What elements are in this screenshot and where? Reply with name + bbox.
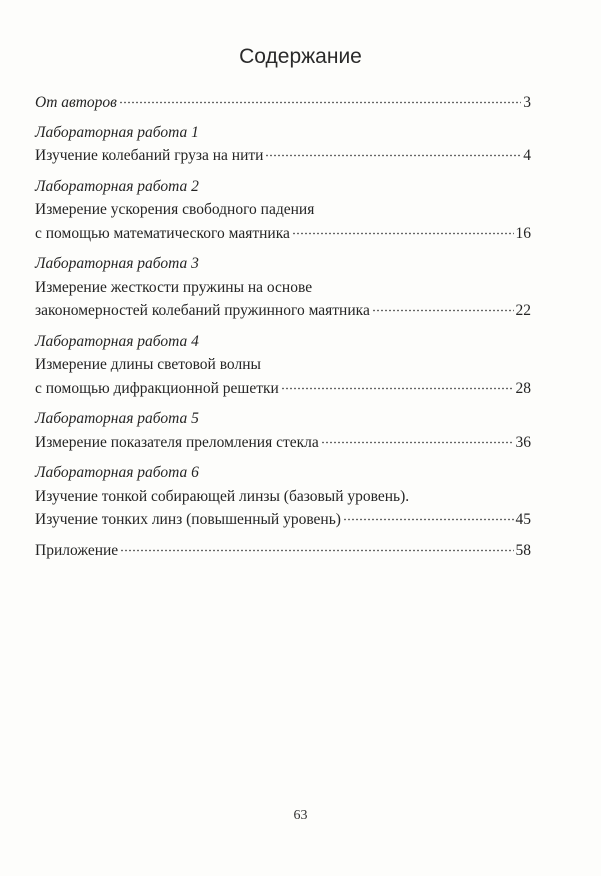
toc-entry-authors[interactable] — [35, 91, 531, 115]
toc-entry-lab2[interactable] — [35, 175, 531, 246]
toc-page-number: 58 — [515, 541, 531, 559]
toc-entry-lab1[interactable] — [35, 121, 531, 168]
toc-page-number: 16 — [515, 224, 531, 242]
toc-entry-heading: Лабораторная работа 5 — [35, 410, 199, 427]
toc-page-number: 45 — [515, 511, 531, 528]
toc-row-lab4 — [35, 377, 531, 401]
dot-leader — [292, 222, 514, 238]
toc-entry-title-line: Измерение жесткости пружины на основе — [35, 278, 313, 296]
toc-row-lab5 — [35, 431, 531, 455]
toc-entry-title: с помощью математического маятника — [35, 224, 290, 242]
dot-leader — [265, 145, 521, 161]
toc-row-lab2 — [35, 222, 531, 246]
toc-entry-title: закономерностей колебаний пружинного маятника — [35, 302, 370, 319]
dot-leader — [321, 431, 514, 447]
dot-leader — [343, 509, 514, 525]
table-of-contents — [35, 91, 531, 569]
toc-entry-lab5[interactable] — [35, 407, 531, 454]
page-number: 63 — [293, 808, 308, 823]
toc-entry-heading: Лабораторная работа 3 — [35, 255, 199, 272]
toc-entry-heading: Лабораторная работа 1 — [35, 123, 199, 141]
dot-leader — [120, 539, 513, 555]
toc-entry-title: с помощью дифракционной решетки — [35, 379, 279, 397]
toc-page-number: 36 — [515, 433, 531, 451]
toc-entry-lab3[interactable] — [35, 252, 531, 323]
dot-leader — [119, 92, 521, 108]
toc-entry-title-line: Изучение тонкой собирающей линзы (базовый уровень). — [35, 487, 410, 505]
toc-entry-title: Измерение показателя преломления стекла — [35, 433, 319, 451]
toc-entry-lab6[interactable] — [35, 461, 531, 532]
toc-page-number: 22 — [515, 302, 531, 319]
toc-entry-appendix[interactable] — [35, 539, 531, 563]
toc-entry-title-line: Измерение длины световой волны — [35, 356, 261, 373]
toc-row-authors — [35, 91, 531, 115]
toc-entry-title: Приложение — [35, 541, 119, 559]
toc-entry-lab4[interactable] — [35, 330, 531, 401]
toc-entry-title-line: Измерение ускорения свободного падения — [35, 201, 315, 218]
toc-entry-title: Изучение тонких линз (повышенный уровень) — [35, 511, 341, 528]
toc-row-lab6 — [35, 508, 531, 532]
toc-page-number: 3 — [523, 94, 531, 111]
toc-page-number: 4 — [523, 147, 531, 164]
page-title: Содержание — [239, 45, 362, 68]
toc-entry-heading: Лабораторная работа 4 — [35, 332, 199, 350]
toc-page-number: 28 — [515, 379, 531, 397]
dot-leader — [372, 300, 514, 316]
toc-entry-heading: Лабораторная работа 2 — [35, 177, 199, 195]
toc-row-appendix — [35, 539, 531, 563]
toc-entry-heading: Лабораторная работа 6 — [35, 464, 199, 481]
toc-entry-title: Изучение колебаний груза на нити — [35, 147, 264, 164]
toc-row-lab3 — [35, 299, 531, 323]
toc-row-lab1 — [35, 144, 531, 168]
dot-leader — [281, 377, 514, 393]
toc-entry-title: От авторов — [35, 94, 117, 111]
